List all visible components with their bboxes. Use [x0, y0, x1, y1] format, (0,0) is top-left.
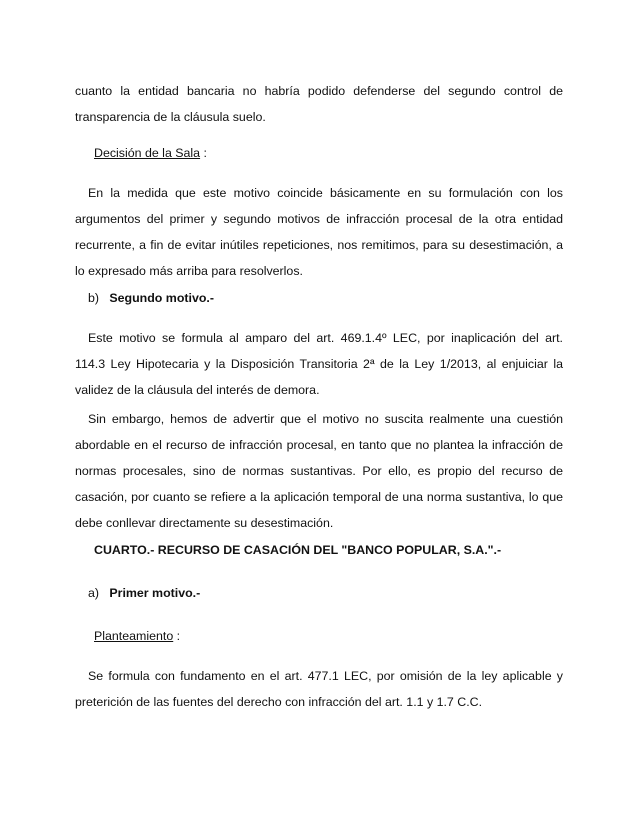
text-line: debe conllevar directamente su desestimación. [75, 516, 334, 530]
decision-heading-label: Decisión de la Sala [94, 146, 201, 160]
text-line: 114.3 Ley Hipotecaria y la Disposición Transitoria 2ª de la Ley 1/2013, al enjuiciar la [75, 357, 563, 371]
text-line: abordable en el recurso de infracción procesal, en tanto que no plantea la infracción de [75, 438, 563, 452]
primer-title: Primer motivo.- [109, 586, 201, 600]
segundo-title: Segundo motivo.- [109, 291, 214, 305]
text-line: recurrente, a fin de evitar inútiles repeticiones, nos remitimos, para su desestimación, a [75, 238, 563, 252]
decision-heading [94, 143, 207, 163]
text-line: En la medida que este motivo coincide básicamente en su formulación con los [88, 186, 563, 200]
segundo-motivo-heading [88, 288, 214, 308]
planteamiento-label: Planteamiento [94, 629, 174, 643]
segundo-marker: b) [88, 291, 100, 305]
text-line: casación, por cuanto se refiere a la aplicación temporal de una norma sustantiva, lo que [75, 490, 563, 504]
planteamiento-suffix: : [173, 629, 181, 643]
text-line: transparencia de la cláusula suelo. [75, 110, 266, 124]
planteamiento-heading [94, 626, 180, 646]
text-line: Se formula con fundamento en el art. 477.1 LEC, por omisión de la ley aplicable y [88, 669, 563, 683]
text-line: preterición de las fuentes del derecho con infracción del art. 1.1 y 1.7 C.C. [75, 695, 483, 709]
paragraph-segundo-motivo [75, 325, 563, 403]
cuarto-title: CUARTO.- RECURSO DE CASACIÓN DEL "BANCO POPULAR, S.A.".- [94, 543, 502, 557]
cuarto-section-heading [94, 540, 501, 560]
text-line: Este motivo se formula al amparo del art. 469.1.4º LEC, por inaplicación del art. [88, 331, 563, 345]
text-line: normas procesales, sino de normas sustantivas. Por ello, es propio del recurso de [75, 464, 563, 478]
primer-marker: a) [88, 586, 100, 600]
text-line: argumentos del primer y segundo motivos de infracción procesal de la otra entidad [75, 212, 563, 226]
primer-motivo-heading [88, 583, 200, 603]
paragraph-continuation [75, 78, 563, 130]
text-line: lo expresado más arriba para resolverlos. [75, 264, 303, 278]
paragraph-decision [75, 180, 563, 284]
text-line: validez de la cláusula del interés de demora. [75, 383, 320, 397]
paragraph-sin-embargo [75, 406, 563, 536]
paragraph-planteamiento [75, 663, 563, 715]
text-line: Sin embargo, hemos de advertir que el motivo no suscita realmente una cuestión [88, 412, 563, 426]
text-line: cuanto la entidad bancaria no habría podido defenderse del segundo control de [75, 84, 563, 98]
decision-heading-suffix: : [200, 146, 207, 160]
